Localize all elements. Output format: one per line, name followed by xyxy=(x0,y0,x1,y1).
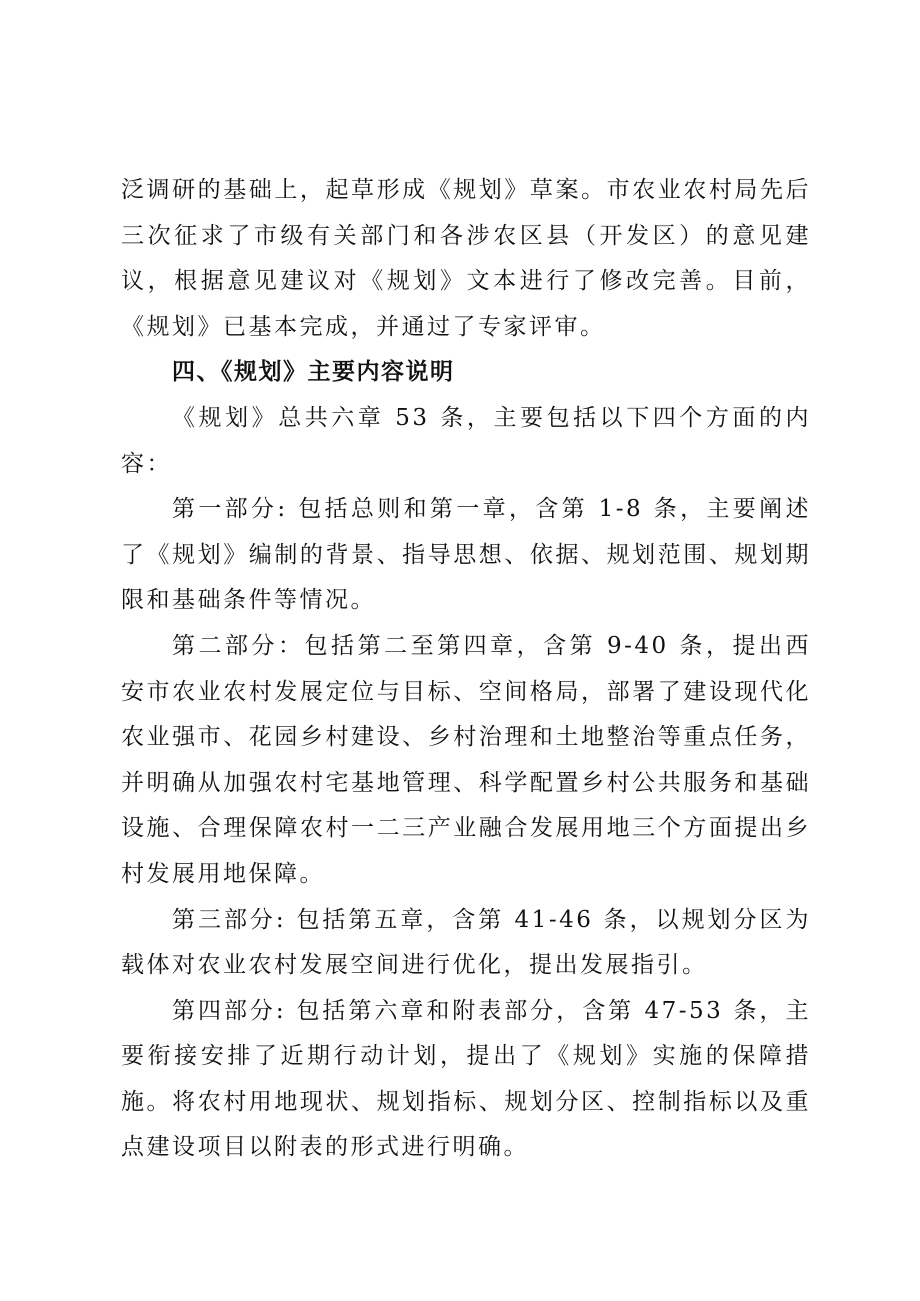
paragraph-part-four: 第四部分: 包括第六章和附表部分，含第 47-53 条，主要衔接安排了近期行动计划，提出了《规划》实施的保障措施。将农村用地现状、规划指标、规划分区、控制指标以及重点建设项目以附表的形式进行明确。 xyxy=(121,997,811,1161)
paragraph-continuation: 泛调研的基础上，起草形成《规划》草案。市农业农村局先后三次征求了市级有关部门和各涉农区县（开发区）的意见建议，根据意见建议对《规划》文本进行了修改完善。目前，《规划》已基本完成，并通过了专家评审。 xyxy=(121,177,811,340)
section-heading: 四、《规划》主要内容说明 xyxy=(172,359,455,386)
paragraph-overview: 《规划》总共六章 53 条，主要包括以下四个方面的内容： xyxy=(121,404,811,477)
paragraph-part-three: 第三部分: 包括第五章，含第 41-46 条，以规划分区为载体对农业农村发展空间进行优化，提出发展指引。 xyxy=(121,906,811,979)
paragraph-part-two: 第二部分：包括第二至第四章，含第 9-40 条，提出西安市农业农村发展定位与目标、空间格局，部署了建设现代化农业强市、花园乡村建设、乡村治理和土地整治等重点任务，并明确从加强农村宅基地管理、科学配置乡村公共服务和基础设施、合理保障农村一二三产业融合发展用地三个方面提出乡村发展用地保障。 xyxy=(121,632,811,887)
paragraph-part-one: 第一部分: 包括总则和第一章，含第 1-8 条，主要阐述了《规划》编制的背景、指导思想、依据、规划范围、规划期限和基础条件等情况。 xyxy=(121,496,811,614)
document-body xyxy=(121,168,811,1171)
